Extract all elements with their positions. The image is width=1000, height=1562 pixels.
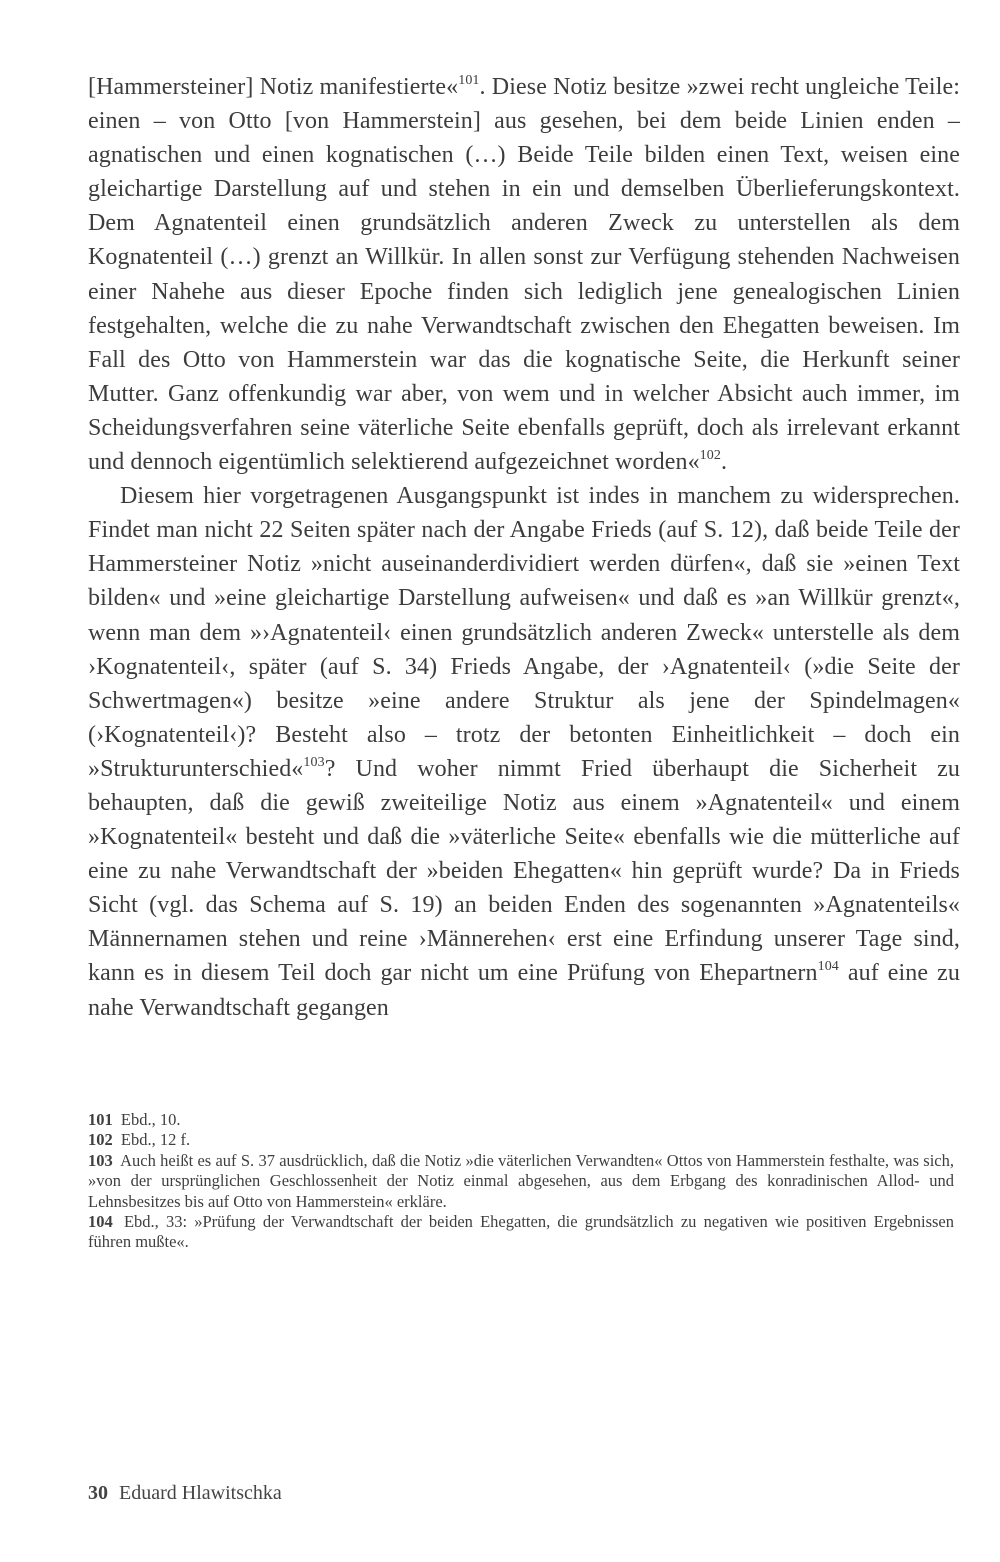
text-run: Diesem hier vorgetragenen Ausgangspunkt ist indes in manchem zu widersprechen. Findet man nicht 22 Seiten später nach der Angabe Frieds (auf S. 12), daß beide Teile der Hammersteiner Notiz »nicht auseinanderdividiert werden dürfen«, daß sie »einen Text bilden« und »eine gleichartige Darstellung aufweisen« und daß es »an Willkür grenzt«, wenn man dem »›Agnatenteil‹ einen grundsätzlich anderen Zweck« unterstelle als dem ›Kognatenteil‹, später (auf S. 34) Frieds Angabe, der ›Agnatenteil‹ (»die Seite der Schwertmagen«) besitze »eine andere Struktur als jene der Spindelmagen« (›Kognatenteil‹)? Besteht also – trotz der betonten Einheitlichkeit – doch ein »Strukturunterschied« [88, 483, 960, 782]
footnote-number: 102 [88, 1130, 113, 1150]
footnote-text: Ebd., 33: »Prüfung der Verwandtschaft der beiden Ehegatten, die grundsätzlich zu negativen wie positiven Ergebnissen führen mußte«. [88, 1212, 955, 1252]
footnote-number: 104 [88, 1212, 113, 1232]
footnote-number: 101 [88, 1110, 113, 1129]
text-run: [Hammersteiner] Notiz manifestierte« [88, 74, 459, 100]
text-run: auf eine zu nahe Verwandtschaft gegangen [88, 960, 960, 1021]
main-text-block [88, 70, 960, 1025]
text-run: . [720, 449, 728, 476]
footnote-reference: 102 [699, 448, 721, 464]
footnote-text: Ebd., 10. [120, 1110, 181, 1129]
footnote-reference: 104 [817, 959, 839, 975]
footnote-number: 103 [88, 1150, 113, 1170]
footnotes [88, 1110, 954, 1253]
footnote [88, 1151, 954, 1212]
text-run: ? Und woher nimmt Fried überhaupt die Sicherheit zu behaupten, daß die gewiß zweiteilige Notiz aus einem »Agnatenteil« und einem »Kognatenteil« besteht und daß die »väterliche Seite« ebenfalls wie die mütterliche auf eine zu nahe Verwandtschaft der »beiden Ehegatten« hin geprüft wurde? Da in Frieds Sicht (vgl. das Schema auf S. 19) an beiden Enden des sogenannten »Agnatenteils« Männernamen stehen und reine ›Männerehen‹ erst eine Erfindung unserer Tage sind, kann es in diesem Teil doch gar nicht um eine Prüfung von Ehepartnern [88, 755, 960, 987]
footnote [88, 1110, 954, 1130]
text-run: . Diese Notiz besitze »zwei recht ungleiche Teile: einen – von Otto [von Hammerstein] aus gesehen, bei dem beide Linien enden – agnatischen und einen kognatischen (…) Beide Teile bilden einen Text, weisen eine gleichartige Darstellung auf und stehen in ein und demselben Überlieferungskontext. Dem Agnatenteil einen grundsätzlich anderen Zweck zu unterstellen als dem Kognatenteil (…) grenzt an Willkür. In allen sonst zur Verfügung stehenden Nachweisen einer Nahehe aus dieser Epoche finden sich lediglich jene genealogischen Linien festgehalten, welche die zu nahe Verwandtschaft zwischen den Ehegatten beweisen. Im Fall des Otto von Hammerstein war das die kognatische Seite, die Herkunft seiner Mutter. Ganz offenkundig war aber, von wem und in welcher Absicht auch immer, im Scheidungsverfahren seine väterliche Seite ebenfalls geprüft, doch als irrelevant erkannt und dennoch eigentümlich selektierend aufgezeichnet worden« [88, 74, 960, 476]
body-text [88, 70, 960, 1025]
footnote-text: Ebd., 12 f. [120, 1130, 191, 1150]
footnote [88, 1212, 954, 1253]
footnote-reference: 101 [458, 73, 480, 88]
page-footer [88, 1482, 282, 1505]
page-number: 30 [88, 1482, 108, 1504]
running-author: Eduard Hlawitschka [119, 1482, 282, 1504]
footnote-text: Auch heißt es auf S. 37 ausdrücklich, daß die Notiz »die väterlichen Verwandten« Ottos von Hammerstein festhalte, was sich, »von der ursprünglichen Geschlossenheit der Notiz einmal abgesehen, aus dem Erbgang des konradinischen Allod- und Lehnsbesitzes bis auf Otto von Hammerstein« erkläre. [88, 1150, 955, 1211]
footnote-reference: 103 [303, 754, 325, 770]
paragraph [88, 479, 960, 1025]
footnote [88, 1130, 954, 1150]
paragraph [88, 70, 960, 479]
